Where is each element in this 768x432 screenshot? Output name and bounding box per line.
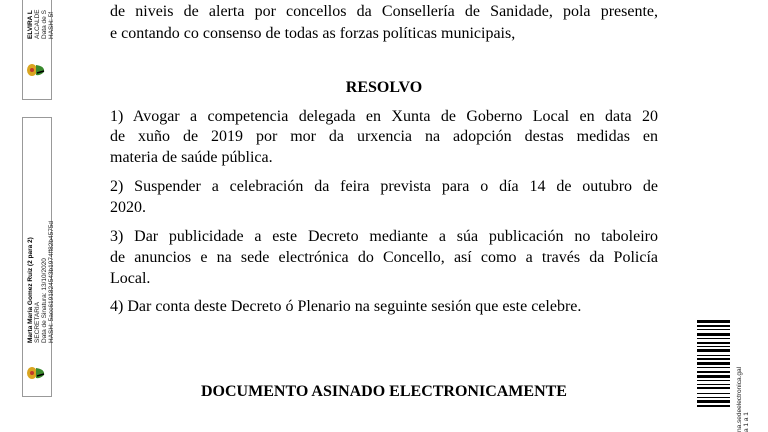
- item-line: Local.: [110, 270, 151, 287]
- signature-date: Data de S: [41, 10, 48, 39]
- intro-line: de niveis de alerta por concellos da Consellería de Sanidade, pola presente,: [110, 3, 658, 20]
- coat-of-arms-icon: [26, 366, 46, 380]
- signature-text: [27, 9, 55, 39]
- barcode-bar: [697, 349, 730, 352]
- signer-role: ALCALDE: [34, 9, 41, 39]
- barcode-bar: [697, 371, 730, 373]
- signer-name: ELVIRA L: [27, 10, 34, 39]
- barcode-bar: [697, 400, 730, 403]
- barcode-bar: [697, 355, 730, 356]
- signed-notice: DOCUMENTO ASINADO ELECTRONICAMENTE: [201, 383, 567, 400]
- item-line: 4) Dar conta deste Decreto ó Plenario na seguinte sesión que este celebre.: [110, 298, 582, 315]
- barcode-bar: [697, 320, 730, 323]
- coat-of-arms-icon: [26, 63, 46, 77]
- barcode-bar: [697, 367, 730, 368]
- barcode-bar: [697, 325, 730, 327]
- barcode-bar: [697, 362, 730, 365]
- item-line: 2020.: [110, 199, 146, 216]
- item-line: 1) Avogar a competencia delegada en Xunta de Goberno Local en data 20: [110, 108, 658, 125]
- barcode-bar: [697, 329, 730, 330]
- barcode-bar: [697, 346, 730, 347]
- item-line: de anuncios e na sede electrónica do Concello, así como a través da Policía: [110, 249, 658, 266]
- signature-hash: HASH: 5acc6191824543b1974ff82b4575d: [48, 220, 55, 343]
- barcode-caption: [736, 367, 750, 432]
- signer-name: Marta Maria Gomez Ruiz (2 para 2): [27, 237, 34, 343]
- signature-text: [27, 221, 55, 343]
- signer-role: SECRETARIA: [34, 301, 41, 343]
- barcode-bar: [697, 397, 730, 398]
- barcode: [697, 320, 730, 432]
- barcode-bar: [697, 405, 730, 407]
- barcode-bar: [697, 375, 730, 378]
- barcode-site: na.sedeelectronica.gal: [736, 366, 743, 432]
- barcode-bar: [697, 358, 730, 360]
- barcode-bar: [697, 338, 730, 339]
- item-line: materia de saúde pública.: [110, 149, 273, 166]
- item-line: 2) Suspender a celebración da feira prevista para o día 14 de outubro de: [110, 178, 658, 195]
- section-heading: RESOLVO: [345, 79, 423, 96]
- intro-line: e contando co consenso de todas as forzas políticas municipais,: [110, 25, 516, 42]
- item-line: 3) Dar publicidade a este Decreto mediante a súa publicación no taboleiro: [110, 228, 658, 245]
- signature-date: Data de Sinatura: 13/10/2020: [41, 258, 48, 343]
- barcode-bar: [697, 393, 730, 394]
- signature-hash: HASH: 5f: [48, 11, 55, 39]
- signature-panel: [22, 117, 55, 397]
- barcode-bar: [697, 342, 730, 344]
- barcode-bar: [697, 387, 730, 389]
- barcode-bar: [697, 333, 730, 336]
- barcode-page: a 1 a 1: [743, 412, 750, 432]
- signature-panel: [22, 0, 55, 100]
- item-line: de xuño de 2019 por mor da urxencia na adopción destas medidas en: [110, 128, 658, 145]
- barcode-bar: [697, 380, 730, 381]
- barcode-bar: [697, 384, 730, 385]
